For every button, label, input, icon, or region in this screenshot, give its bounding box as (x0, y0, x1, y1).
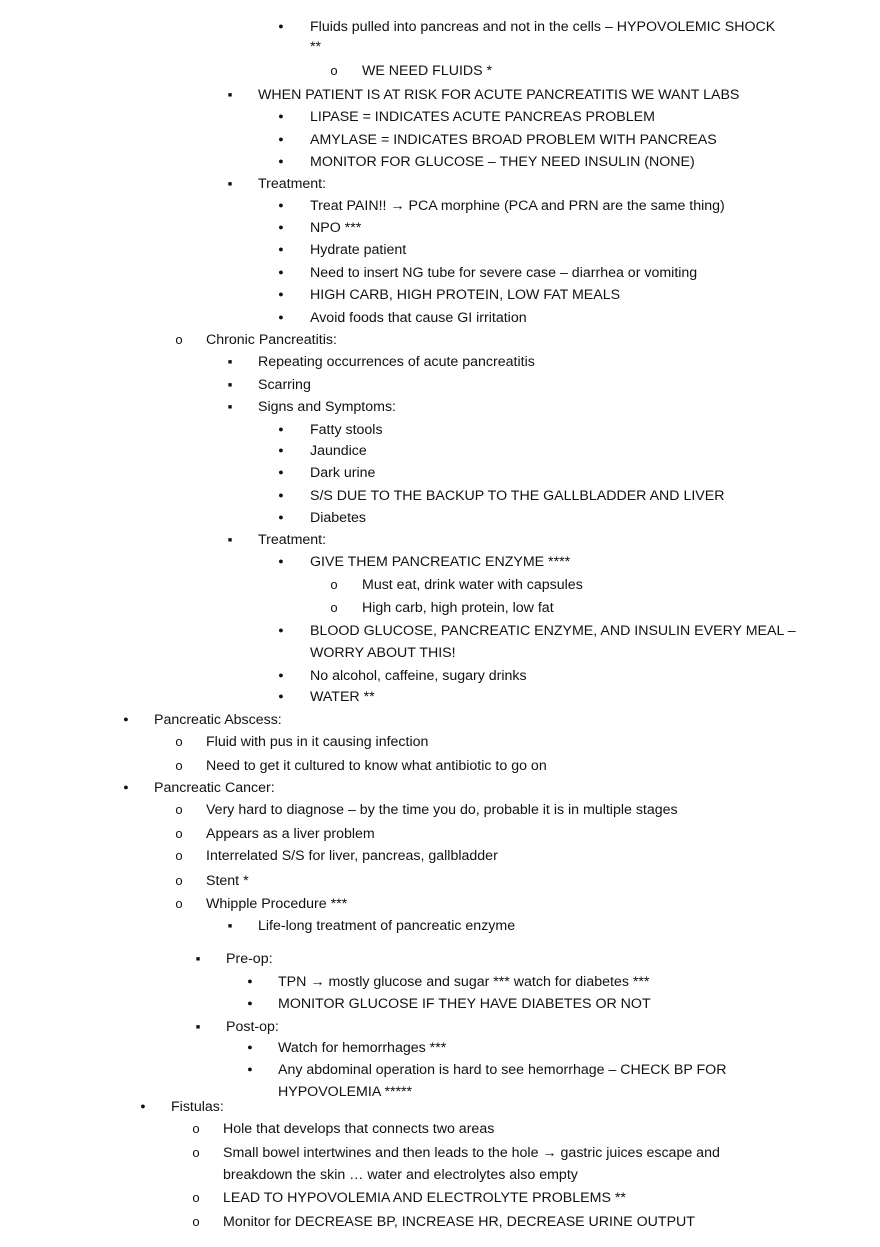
list-item-continuation: breakdown the skin … water and electrolytes also empty (223, 1167, 578, 1183)
bullet-dot-icon (274, 108, 288, 127)
bullet-circle-icon (189, 1213, 203, 1231)
bullet-dot-icon (274, 553, 288, 572)
bullet-square-icon (223, 175, 237, 196)
bullet-circle-icon (172, 801, 186, 819)
bullet-dot-icon (274, 153, 288, 172)
list-item-text: Fluid with pus in it causing infection (206, 734, 429, 750)
bullet-square-icon (223, 376, 237, 397)
list-item-text: WE NEED FLUIDS * (362, 63, 493, 79)
bullet-dot-icon (274, 667, 288, 686)
list-item-text: TPN → mostly glucose and sugar *** watch for diabetes *** (278, 974, 650, 990)
list-item-continuation: HYPOVOLEMIA ***** (278, 1084, 413, 1100)
bullet-dot-icon (119, 711, 133, 730)
list-item-text: Fluids pulled into pancreas and not in the cells – HYPOVOLEMIC SHOCK (310, 19, 776, 35)
bullet-circle-icon (172, 895, 186, 913)
bullet-circle-icon (327, 62, 341, 80)
list-item-text: Appears as a liver problem (206, 826, 375, 842)
bullet-dot-icon (274, 264, 288, 283)
list-item-text: Need to insert NG tube for severe case – diarrhea or vomiting (310, 265, 698, 281)
list-item-text: Jaundice (310, 443, 367, 459)
bullet-dot-icon (274, 487, 288, 506)
list-item-text: Any abdominal operation is hard to see hemorrhage – CHECK BP FOR (278, 1062, 727, 1078)
list-item-text: Pancreatic Abscess: (154, 712, 282, 728)
list-item-text: Dark urine (310, 465, 376, 481)
bullet-dot-icon (274, 442, 288, 461)
bullet-dot-icon (243, 1061, 257, 1080)
bullet-dot-icon (274, 286, 288, 305)
list-item-text: Post-op: (226, 1019, 279, 1035)
bullet-dot-icon (274, 688, 288, 707)
bullet-dot-icon (274, 309, 288, 328)
bullet-dot-icon (243, 995, 257, 1014)
list-item-text: NPO *** (310, 220, 362, 236)
list-item-text: S/S DUE TO THE BACKUP TO THE GALLBLADDER AND LIVER (310, 488, 725, 504)
bullet-dot-icon (119, 779, 133, 798)
list-item-text: Treatment: (258, 176, 327, 192)
bullet-square-icon (223, 86, 237, 107)
bullet-circle-icon (189, 1144, 203, 1162)
list-item-text: Very hard to diagnose – by the time you do, probable it is in multiple stages (206, 802, 678, 818)
list-item-text: Fatty stools (310, 422, 383, 438)
list-item-text: Signs and Symptoms: (258, 399, 396, 415)
list-item-text: Whipple Procedure *** (206, 896, 348, 912)
bullet-circle-icon (189, 1120, 203, 1138)
bullet-square-icon (191, 1018, 205, 1039)
list-item-text: Fistulas: (171, 1099, 224, 1115)
list-item-text: AMYLASE = INDICATES BROAD PROBLEM WITH PANCREAS (310, 132, 717, 148)
bullet-dot-icon (274, 18, 288, 37)
bullet-dot-icon (274, 241, 288, 260)
bullet-circle-icon (327, 576, 341, 594)
list-item-continuation: WORRY ABOUT THIS! (310, 645, 456, 661)
list-item-text: BLOOD GLUCOSE, PANCREATIC ENZYME, AND INSULIN EVERY MEAL – (310, 623, 796, 639)
bullet-dot-icon (274, 622, 288, 641)
list-item-text: Diabetes (310, 510, 366, 526)
list-item-text: Pancreatic Cancer: (154, 780, 275, 796)
bullet-circle-icon (172, 825, 186, 843)
list-item-text: Hole that develops that connects two areas (223, 1121, 495, 1137)
bullet-square-icon (223, 917, 237, 938)
bullet-circle-icon (172, 331, 186, 349)
list-item-continuation: ** (310, 39, 322, 55)
list-item-text: WATER ** (310, 689, 375, 705)
list-item-text: WHEN PATIENT IS AT RISK FOR ACUTE PANCREATITIS WE WANT LABS (258, 87, 740, 103)
bullet-circle-icon (327, 599, 341, 617)
bullet-circle-icon (172, 757, 186, 775)
list-item-text: HIGH CARB, HIGH PROTEIN, LOW FAT MEALS (310, 287, 621, 303)
bullet-dot-icon (274, 197, 288, 216)
bullet-square-icon (191, 950, 205, 971)
bullet-dot-icon (274, 131, 288, 150)
bullet-circle-icon (189, 1189, 203, 1207)
list-item-text: Scarring (258, 377, 311, 393)
bullet-square-icon (223, 353, 237, 374)
bullet-dot-icon (274, 421, 288, 440)
list-item-text: Small bowel intertwines and then leads to the hole → gastric juices escape and (223, 1145, 720, 1161)
list-item-text: Repeating occurrences of acute pancreatitis (258, 354, 535, 370)
list-item-text: LIPASE = INDICATES ACUTE PANCREAS PROBLEM (310, 109, 655, 125)
list-item-text: Watch for hemorrhages *** (278, 1040, 447, 1056)
bullet-dot-icon (243, 1039, 257, 1058)
list-item-text: Need to get it cultured to know what antibiotic to go on (206, 758, 547, 774)
list-item-text: GIVE THEM PANCREATIC ENZYME **** (310, 554, 571, 570)
bullet-circle-icon (172, 872, 186, 890)
list-item-text: No alcohol, caffeine, sugary drinks (310, 668, 527, 684)
list-item-text: LEAD TO HYPOVOLEMIA AND ELECTROLYTE PROBLEMS ** (223, 1190, 626, 1206)
list-item-text: MONITOR GLUCOSE IF THEY HAVE DIABETES OR NOT (278, 996, 651, 1012)
list-item-text: High carb, high protein, low fat (362, 600, 554, 616)
list-item-text: Pre-op: (226, 951, 273, 967)
bullet-square-icon (223, 531, 237, 552)
list-item-text: Interrelated S/S for liver, pancreas, gallbladder (206, 848, 498, 864)
bullet-square-icon (223, 398, 237, 419)
list-item-text: Hydrate patient (310, 242, 407, 258)
list-item-text: Treat PAIN!! → PCA morphine (PCA and PRN are the same thing) (310, 198, 725, 214)
bullet-dot-icon (243, 973, 257, 992)
bullet-dot-icon (274, 509, 288, 528)
bullet-dot-icon (136, 1098, 150, 1117)
list-item-text: Stent * (206, 873, 249, 889)
list-item-text: MONITOR FOR GLUCOSE – THEY NEED INSULIN (NONE) (310, 154, 695, 170)
list-item-text: Monitor for DECREASE BP, INCREASE HR, DECREASE URINE OUTPUT (223, 1214, 695, 1230)
list-item-text: Avoid foods that cause GI irritation (310, 310, 527, 326)
list-item-text: Treatment: (258, 532, 327, 548)
bullet-circle-icon (172, 847, 186, 865)
list-item-text: Life-long treatment of pancreatic enzyme (258, 918, 516, 934)
bullet-dot-icon (274, 464, 288, 483)
bullet-dot-icon (274, 219, 288, 238)
bullet-circle-icon (172, 733, 186, 751)
list-item-text: Chronic Pancreatitis: (206, 332, 337, 348)
list-item-text: Must eat, drink water with capsules (362, 577, 583, 593)
